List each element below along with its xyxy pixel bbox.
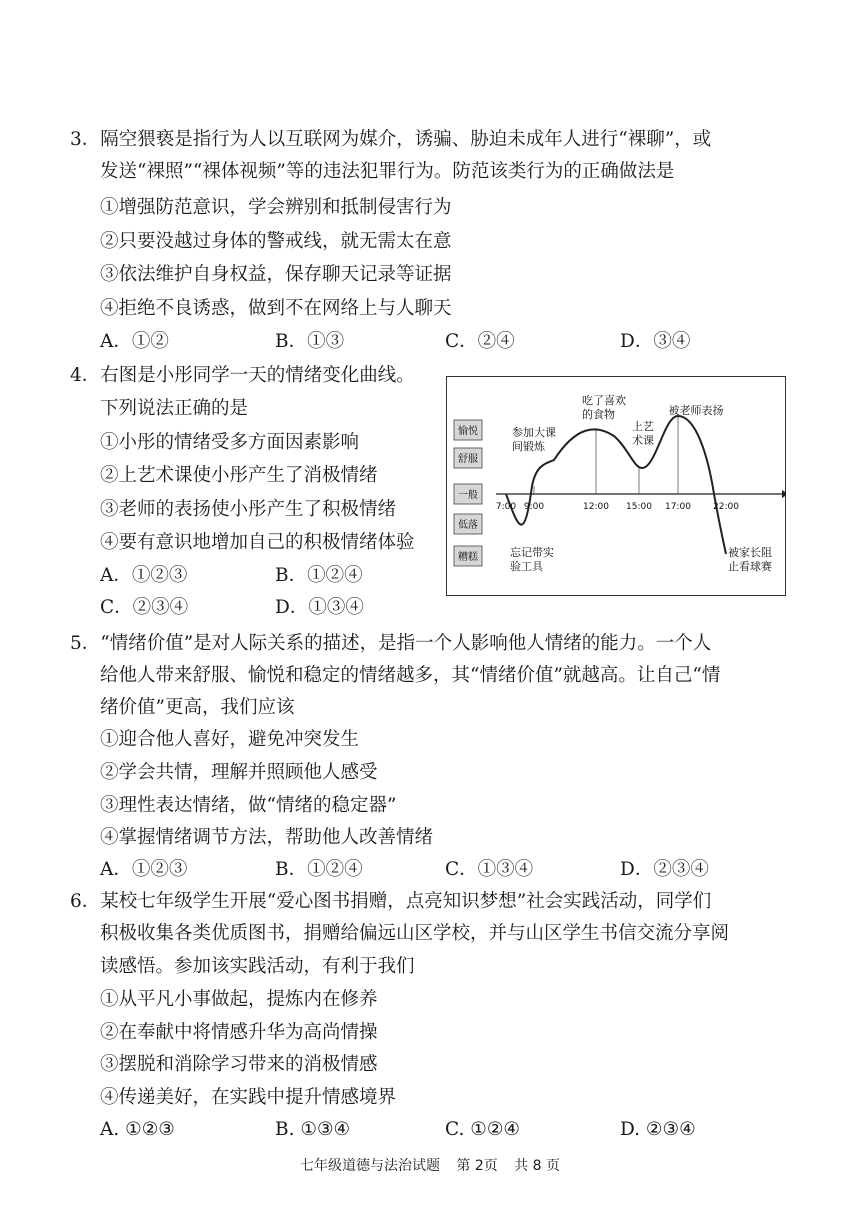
q4-option-3: ③老师的表扬使小彤产生了积极情绪 (100, 499, 397, 520)
q3-choice-a: A．①② (100, 331, 169, 352)
q5-stem-line2: 给他人带来舒服、愉悦和稳定的情绪越多，其“情绪价值”就越高。让自己“情 (100, 665, 721, 686)
q4-choice-b: B．①②④ (275, 565, 363, 586)
q5-choice-d: D．②③④ (620, 859, 709, 880)
y-level-label: 一般 (458, 490, 478, 501)
x-tick-label: 15:00 (626, 502, 652, 512)
chart-annotation: 被老师表扬 (668, 404, 724, 417)
page-footer (0, 1155, 860, 1175)
q6-stem-line3: 读感悟。参加该实践活动，有利于我们 (100, 956, 415, 977)
chart-annotation: 止看球赛 (728, 560, 772, 573)
q5-choice-c: C．①③④ (445, 859, 534, 880)
footer-title: 七年级道德与法治试题 (299, 1158, 440, 1174)
q3-option-1: ①增强防范意识，学会辨别和抵制侵害行为 (100, 197, 452, 218)
chart-annotation: 被家长阻 (728, 546, 772, 559)
q5-option-2: ②学会共情，理解并照顾他人感受 (100, 762, 378, 783)
chart-annotation: 上艺 (632, 420, 654, 433)
q3-option-2: ②只要没越过身体的警戒线，就无需太在意 (100, 231, 452, 252)
chart-annotation: 吃了喜欢 (582, 394, 626, 407)
q6-choice-d: D. ②③④ (620, 1119, 696, 1140)
chart-annotation: 间锻炼 (512, 440, 545, 453)
q4-choice-a: A．①②③ (100, 565, 188, 586)
q3-stem-line2: 发送“裸照”“裸体视频”等的违法犯罪行为。防范该类行为的正确做法是 (100, 161, 675, 182)
q4-option-1: ①小彤的情绪受多方面因素影响 (100, 432, 360, 453)
chart-annotation: 术课 (632, 434, 654, 447)
q3-option-3: ③依法维护自身权益，保存聊天记录等证据 (100, 264, 452, 285)
footer-total: 共 8 页 (514, 1158, 561, 1174)
q6-option-4: ④传递美好，在实践中提升情感境界 (100, 1087, 397, 1108)
q5-option-1: ①迎合他人喜好，避免冲突发生 (100, 729, 360, 750)
y-level-label: 低落 (458, 520, 478, 531)
q4-choice-d: D．①③④ (275, 597, 364, 618)
x-tick-label: 7:00 (495, 502, 517, 512)
x-tick-label: 17:00 (665, 502, 691, 512)
q6-stem-line2: 积极收集各类优质图书，捐赠给偏远山区学校，并与山区学生书信交流分享阅 (100, 923, 730, 944)
q3-choice-b: B．①③ (275, 331, 345, 352)
chart-annotation: 参加大课 (512, 426, 556, 439)
q3-stem-line1: 3．隔空猥亵是指行为人以互联网为媒介，诱骗、胁迫未成年人进行“裸聊”，或 (70, 129, 712, 150)
q5-option-3: ③理性表达情绪，做“情绪的稳定器” (100, 795, 397, 816)
q5-stem-line3: 绪价值”更高，我们应该 (100, 697, 295, 718)
x-tick-label: 9:00 (523, 502, 545, 512)
footer-page: 第 2页 (456, 1158, 498, 1174)
q4-stem-line1: 4．右图是小彤同学一天的情绪变化曲线。 (70, 365, 415, 386)
chart-annotation: 的食物 (582, 408, 615, 421)
x-tick-label: 12:00 (583, 502, 609, 512)
q5-option-4: ④掌握情绪调节方法，帮助他人改善情绪 (100, 827, 434, 848)
q4-stem-line2: 下列说法正确的是 (100, 398, 249, 419)
q4-option-2: ②上艺术课使小彤产生了消极情绪 (100, 465, 378, 486)
q6-choice-b: B. ①③④ (275, 1119, 351, 1140)
q3-choice-d: D．③④ (620, 331, 691, 352)
q6-option-2: ②在奉献中将情感升华为高尚情操 (100, 1022, 378, 1043)
q4-choice-c: C．②③④ (100, 597, 189, 618)
q6-option-3: ③摆脱和消除学习带来的消极情感 (100, 1054, 378, 1075)
q5-stem-line1: 5．“情绪价值”是对人际关系的描述，是指一个人影响他人情绪的能力。一个人 (70, 633, 712, 654)
q6-choice-c: C. ①②④ (445, 1119, 521, 1140)
chart-annotation: 验工具 (510, 560, 543, 573)
q6-stem-line1: 6．某校七年级学生开展“爱心图书捐赠，点亮知识梦想”社会实践活动，同学们 (70, 891, 712, 912)
q6-choice-a: A. ①②③ (100, 1119, 175, 1140)
q5-choice-a: A．①②③ (100, 859, 188, 880)
emotion-curve-chart (446, 376, 786, 596)
y-level-label: 糟糕 (458, 552, 478, 563)
y-level-label: 舒服 (458, 454, 478, 465)
q3-choice-c: C．②④ (445, 331, 515, 352)
q3-option-4: ④拒绝不良诱惑，做到不在网络上与人聊天 (100, 298, 452, 319)
chart-annotation: 忘记带实 (510, 546, 554, 559)
x-tick-label: 22:00 (713, 502, 739, 512)
y-level-label: 愉悦 (458, 426, 478, 437)
q5-choice-b: B．①②④ (275, 859, 363, 880)
q4-option-4: ④要有意识地增加自己的积极情绪体验 (100, 532, 415, 553)
q6-option-1: ①从平凡小事做起，提炼内在修养 (100, 989, 378, 1010)
